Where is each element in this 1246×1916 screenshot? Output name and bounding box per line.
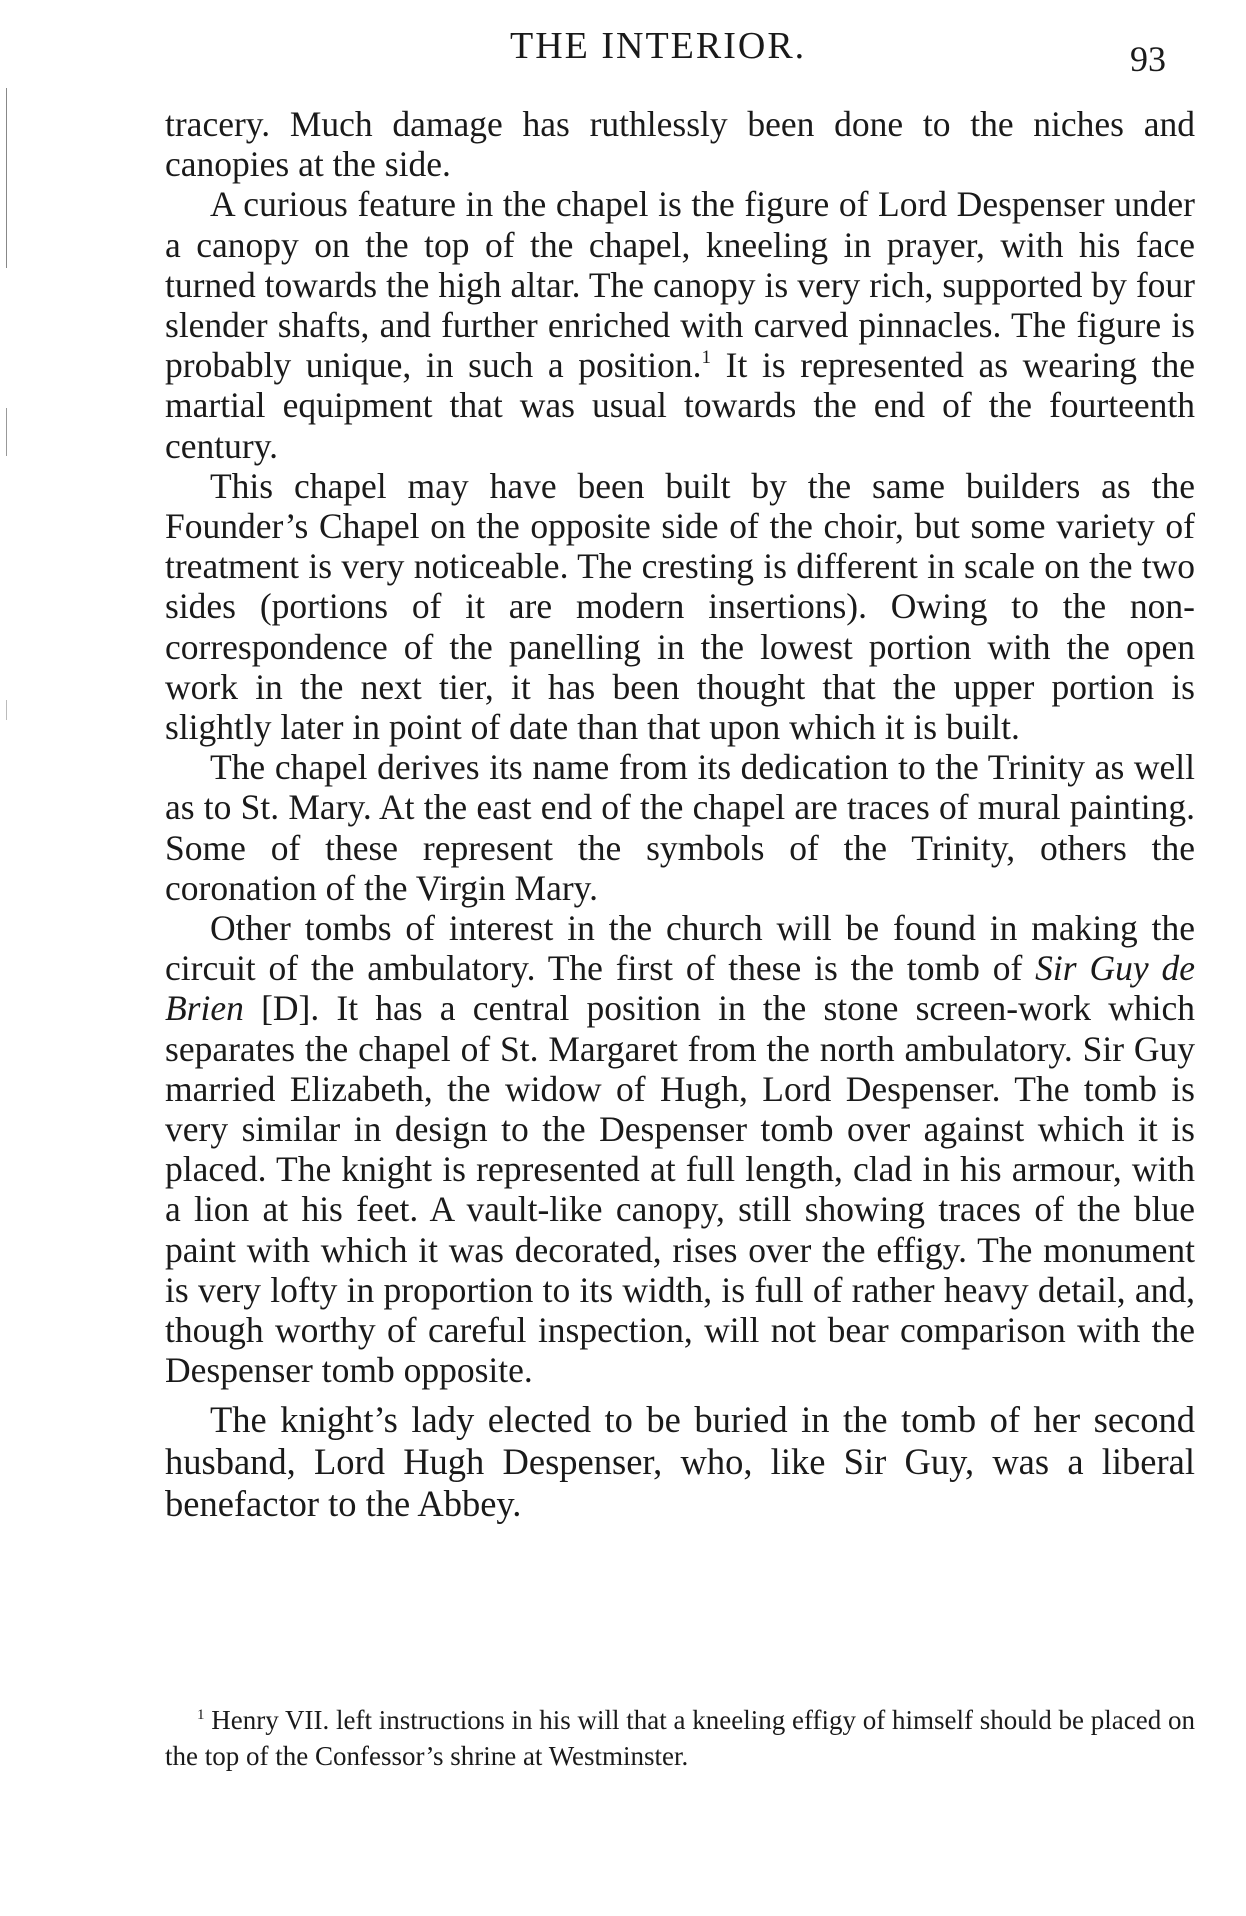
scan-margin-mark — [6, 88, 7, 268]
footnote-mark: 1 — [197, 1707, 205, 1723]
paragraph: This chapel may have been built by the same builders as the Founder’s Chapel on the opposite side of the choir, but some variety of treatment is very noticeable. The cresting is different in scale on the two sides (portions of it are modern insertions). Owing to the non-correspondence of the panelling in the lowest portion with the open work in the next tier, it has been thought that the upper portion is slightly later in point of date than that upon which it is built. — [165, 465, 1195, 748]
running-head: THE INTERIOR. — [510, 25, 807, 67]
paragraph: tracery. Much damage has ruthlessly been done to the niches and canopies at the side. — [165, 104, 1195, 185]
footnote-body: Henry VII. left instructions in his will that a kneeling effigy of himself should be placed on the top of the Confessor’s shrine at Westminster. — [165, 1705, 1195, 1771]
footnote — [165, 1702, 1195, 1774]
text-run: A curious feature in the chapel is the figure of Lord Despenser under a canopy on the top of the chapel, kneeling in prayer, with his face turned towards the high altar. The canopy is very rich, supported by four slender shafts, and further enriched with carved pinnacles. The figure is probably unique, in such a position. — [165, 184, 1195, 386]
footnote-reference: 1 — [701, 347, 712, 369]
scan-margin-mark — [6, 408, 7, 456]
paragraph: The chapel derives its name from its dedication to the Trinity as well as to St. Mary. At the east end of the chapel are traces of mural painting. Some of these represent the symbols of the Trinity, others the coronation of the Virgin Mary. — [165, 747, 1195, 908]
text-run: [D]. It has a central position in the stone screen-work which separates the chapel of St. Margaret from the north ambulatory. Sir Guy married Elizabeth, the widow of Hugh, Lord Despenser. The tomb is very similar in design to the Despenser tomb over against which it is placed. The knight is represented at full length, clad in his armour, with a lion at his feet. A vault-like canopy, still showing traces of the blue paint with which it was decorated, rises over the effigy. The monument is very lofty in proportion to its width, is full of rather heavy detail, and, though worthy of careful inspection, will not bear comparison with the Despenser tomb opposite. — [165, 988, 1195, 1391]
page-header — [0, 24, 1246, 79]
paragraph — [165, 184, 1195, 465]
text-run: It is represented as wearing the martial equipment that was usual towards the end of the fourteenth century. — [165, 345, 1195, 466]
footnote-text — [165, 1702, 1195, 1774]
body-text — [165, 104, 1195, 1525]
scan-margin-mark — [6, 700, 7, 720]
paragraph: The knight’s lady elected to be buried in the tomb of her second husband, Lord Hugh Despenser, who, like Sir Guy, was a liberal benefactor to the Abbey. — [165, 1398, 1195, 1524]
page-number: 93 — [1130, 39, 1166, 79]
italic-name: Sir Guy de Brien — [165, 948, 1195, 1029]
paragraph — [165, 908, 1195, 1390]
text-run: Other tombs of interest in the church will be found in making the circuit of the ambulatory. The first of these is the tomb of — [165, 908, 1195, 989]
